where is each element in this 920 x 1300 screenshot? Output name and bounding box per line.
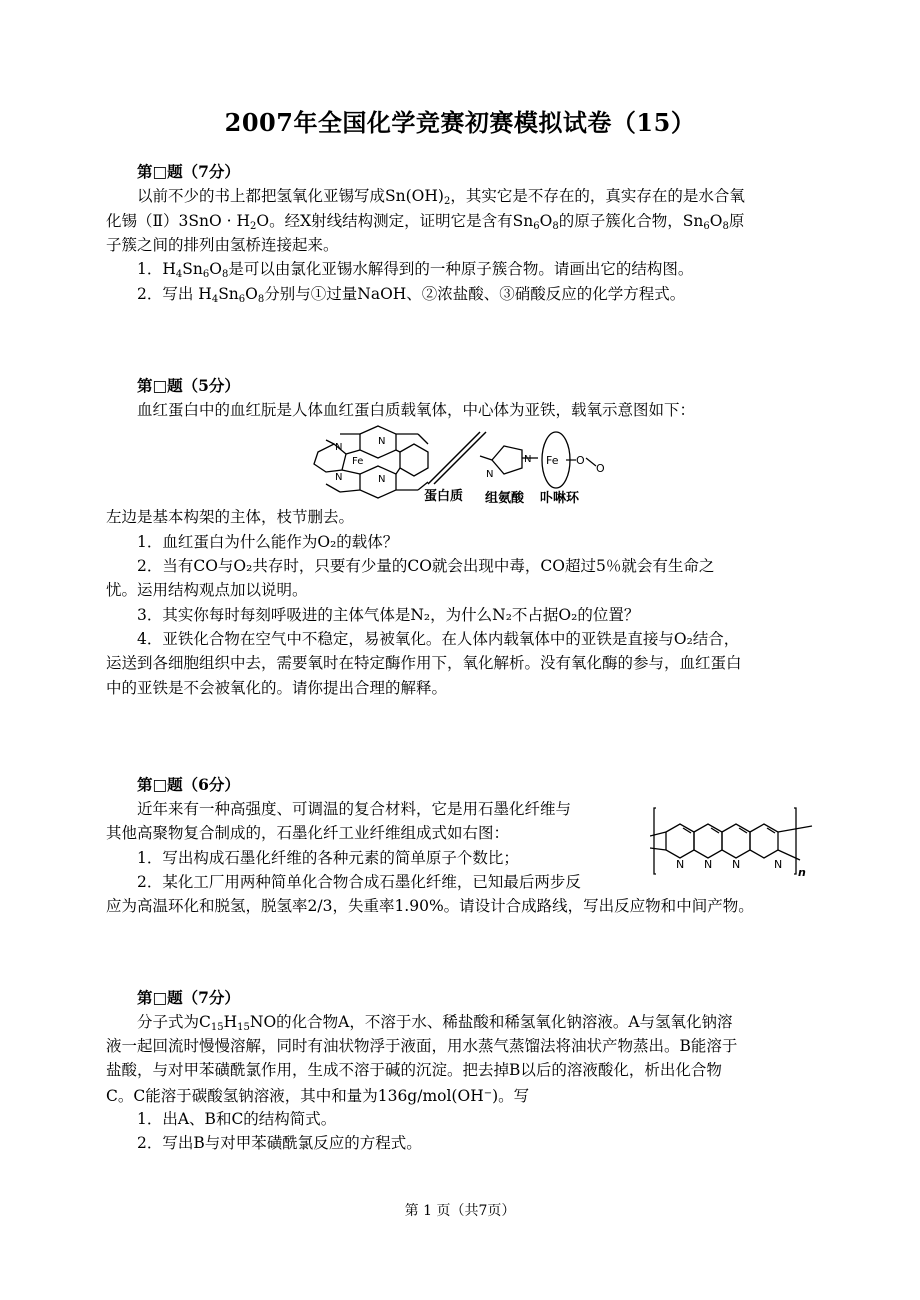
q3-line3: 1．写出构成石墨化纤维的各种元素的简单原子个数比； [137,849,519,867]
q2-item4-line1: 4．亚铁化合物在空气中不稳定，易被氧化。在人体内载氧体中的亚铁是直接与O₂结合， [137,630,740,648]
q4-item1: 1．出A、B和C的结构简式。 [137,1110,337,1128]
porphyrin-structure [314,426,428,498]
q1-para-line3: 子簇之间的排列由氢桥连接起来。 [106,236,339,254]
q4-line3: 盐酸，与对甲苯磺酰氯作用，生成不溶于碱的沉淀。把去掉B以后的溶液酸化，析出化合物 [106,1061,722,1079]
q2-item3: 3．其实你每时每刻呼吸进的主体气体是N₂，为什么N₂不占据O₂的位置？ [137,606,640,624]
q2-item4-line3: 中的亚铁是不会被氧化的。请你提出合理的解释。 [106,679,448,697]
q1-para-line1: 以前不少的书上都把氢氧化亚锡写成$Sn(OH)_2$，其实它是不存在的，真实存在的是水合氧 [137,187,745,207]
graphite-fiber-figure [650,804,818,878]
oxygen-label: O [576,454,585,467]
fiber-n-label: N [774,858,783,871]
page-title: 2007年全国化学竞赛初赛模拟试卷（15） [224,108,696,137]
fiber-n-label: N [732,858,741,871]
q2-item1: 1．血红蛋白为什么能作为O₂的载体？ [137,533,399,551]
q2-intro: 血红蛋白中的血红朊是人体血红蛋白质载氧体，中心体为亚铁，载氧示意图如下： [137,401,696,419]
q1-item1: 1．$H_4Sn_6O_8$是可以由氯化亚锡水解得到的一种原子簇合物。请画出它的结构图。 [137,260,694,280]
q4-line1: 分子式为$C_{15}H_{15}NO$的化合物A，不溶于水、稀盐酸和稀氢氧化钠溶液。A与氢氧化钠溶 [137,1013,733,1033]
fe-label: Fe [546,454,559,467]
hemoglobin-oxygen-figure [300,422,620,506]
q4-line2: 液一起回流时慢慢溶解，同时有油状物浮于液面，用水蒸气蒸馏法将油状产物蒸出。B能溶于 [106,1037,738,1055]
q3-line2: 其他高聚物复合制成的，石墨化纤工业纤维组成式如右图： [106,824,510,842]
q3-heading: 第□题（6分） [137,775,240,794]
q4-heading: 第□题（7分） [137,988,240,1007]
histidine-n-label: N [524,454,532,465]
porphyrin-label: 卟啉环 [540,491,580,506]
q2-item4-line2: 运送到各细胞组织中去，需要氧时在特定酶作用下，氧化解析。没有氧化酶的参与，血红蛋白 [106,654,742,672]
protein-line [434,432,486,484]
porphyrin-n-label: N [378,436,386,447]
porphyrin-n-label: N [335,472,343,483]
page-footer: 第 1 页（共7页） [404,1203,516,1219]
q1-heading: 第□题（7分） [137,162,240,181]
porphyrin-n-label: N [378,474,386,485]
fiber-n-label: N [704,858,713,871]
q1-para-line2: 化锡（Ⅱ）3SnO · $H_2O$。经X射线结构测定，证明它是含有$Sn_6O_8$的原子簇化合物，$Sn_6O_8$原 [106,212,745,232]
fused-pyridine-chain [650,808,812,874]
oxygen-label: O [596,462,605,475]
q3-line4: 2．某化工厂用两种简单化合物合成石墨化纤维，已知最后两步反 [137,873,581,891]
protein-line [428,432,480,484]
q2-item2-line2: 忧。运用结构观点加以说明。 [106,581,308,599]
q2-after-figure: 左边是基本构架的主体，枝节删去。 [106,508,355,526]
q1-item2: 2．写出 $H_4Sn_6O_8$分别与①过量NaOH、②浓盐酸、③硝酸反应的化学方程式。 [137,285,686,305]
histidine-label: 组氨酸 [485,491,525,506]
fiber-n-label: N [676,858,685,871]
polymer-subscript-n: n [798,866,806,878]
q2-heading: 第□题（5分） [137,376,240,395]
porphyrin-fe-label: Fe [352,456,364,467]
q2-item2-line1: 2．当有CO与O₂共存时，只要有少量的CO就会出现中毒，CO超过5％就会有生命之 [137,557,715,575]
q4-line4: C。C能溶于碳酸氢钠溶液，其中和量为136g/mol(OH−)。写 [106,1087,530,1105]
o-o-bond [586,458,596,466]
protein-label: 蛋白质 [424,489,464,504]
q3-line5: 应为高温环化和脱氢，脱氢率2/3，失重率1.90%。请设计合成路线，写出反应物和中间产物。 [106,897,754,915]
q3-line1: 近年来有一种高强度、可调温的复合材料，它是用石墨化纤维与 [137,800,572,818]
histidine-n-label: N [486,469,494,480]
porphyrin-n-label: N [335,442,343,453]
q4-item2: 2．写出B与对甲苯磺酰氯反应的方程式。 [137,1134,422,1152]
